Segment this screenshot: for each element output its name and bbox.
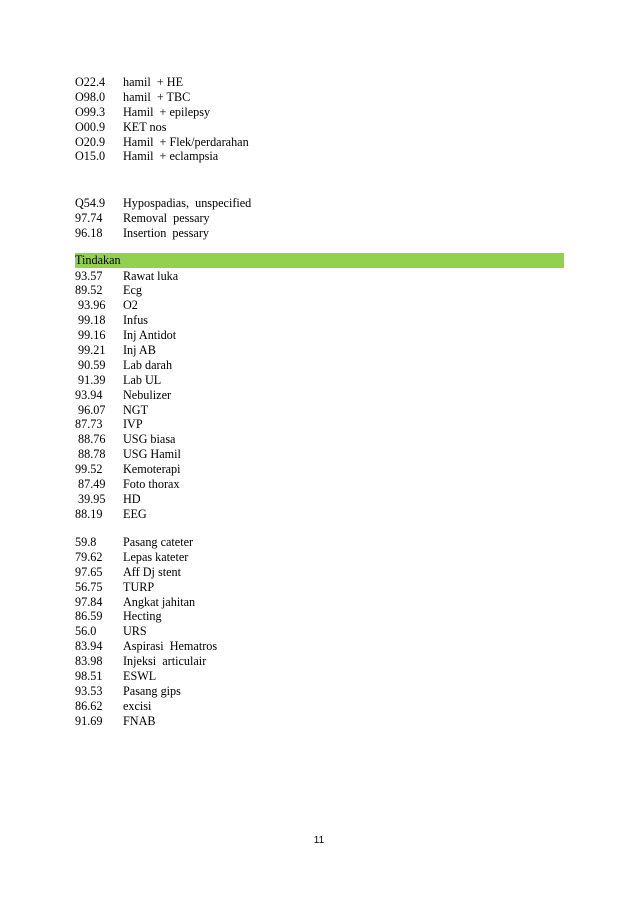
description-cell: O2: [123, 298, 138, 313]
table-row: [75, 75, 563, 90]
table-row: [75, 580, 563, 595]
description-cell: Removal pessary: [123, 210, 210, 225]
table-row: [75, 283, 563, 298]
table-row: [75, 669, 563, 684]
description-cell: Kemoterapi: [123, 462, 181, 477]
tindakan-header: [75, 253, 564, 268]
code-cell: 88.78: [75, 447, 106, 462]
code-cell: 93.53: [75, 683, 103, 698]
table-row: [75, 343, 563, 358]
code-cell: 89.52: [75, 283, 103, 298]
code-cell: 79.62: [75, 549, 103, 564]
code-cell: 87.49: [75, 476, 106, 491]
description-cell: Lepas kateter: [123, 549, 189, 564]
description-cell: URS: [123, 624, 147, 639]
table-row: [75, 298, 563, 313]
table-row: [75, 403, 563, 418]
table-row: [75, 714, 563, 729]
code-cell: 90.59: [75, 357, 106, 372]
code-cell: 59.8: [75, 535, 97, 549]
description-cell: Ecg: [123, 283, 142, 298]
page-number: 11: [313, 835, 325, 846]
table-row: [75, 196, 563, 211]
description-cell: Injeksi articulair: [123, 654, 207, 669]
code-cell: 56.0: [75, 624, 97, 639]
table-row: [75, 477, 563, 492]
table-row: [75, 388, 563, 403]
table-row: [75, 432, 563, 447]
code-cell: 91.39: [75, 372, 106, 387]
table-row: [75, 639, 563, 654]
table-row: [75, 105, 563, 120]
description-cell: Pasang cateter: [123, 535, 194, 549]
description-cell: Infus: [123, 313, 149, 328]
table-row: [75, 447, 563, 462]
description-cell: Nebulizer: [123, 387, 172, 402]
description-cell: TURP: [123, 579, 155, 594]
icd-misc-list: [75, 196, 563, 241]
code-cell: 83.98: [75, 654, 103, 669]
table-row: [75, 609, 563, 624]
code-cell: 97.84: [75, 594, 103, 609]
table-row: [75, 507, 563, 522]
code-cell: 91.69: [75, 713, 103, 728]
code-cell: O22.4: [75, 75, 106, 89]
code-cell: 96.18: [75, 225, 103, 240]
code-cell: 86.62: [75, 698, 103, 713]
code-cell: 99.21: [75, 342, 106, 357]
code-cell: 93.96: [75, 298, 106, 313]
description-cell: Aff Dj stent: [123, 564, 181, 579]
icd-pregnancy-list: [75, 75, 563, 164]
description-cell: Hamil + Flek/perdarahan: [123, 134, 249, 149]
code-cell: 39.95: [75, 491, 106, 506]
description-cell: HD: [123, 491, 141, 506]
code-cell: 96.07: [75, 402, 106, 417]
table-row: [75, 654, 563, 669]
code-cell: O98.0: [75, 89, 106, 104]
description-cell: Lab UL: [123, 372, 162, 387]
description-cell: ESWL: [123, 669, 157, 684]
code-cell: 83.94: [75, 639, 103, 654]
table-row: [75, 535, 563, 550]
description-cell: IVP: [123, 417, 143, 432]
table-row: [75, 313, 563, 328]
code-cell: 93.57: [75, 268, 103, 283]
table-row: [75, 373, 563, 388]
table-row: [75, 120, 563, 135]
code-cell: 87.73: [75, 417, 103, 432]
table-row: [75, 226, 563, 241]
description-cell: Angkat jahitan: [123, 594, 196, 609]
description-cell: hamil + HE: [123, 75, 184, 89]
code-cell: Q54.9: [75, 196, 106, 210]
description-cell: USG biasa: [123, 432, 176, 447]
description-cell: Inj Antidot: [123, 328, 177, 343]
description-cell: KET nos: [123, 119, 167, 134]
description-cell: USG Hamil: [123, 447, 181, 462]
table-row: [75, 269, 563, 284]
description-cell: hamil + TBC: [123, 89, 191, 104]
code-cell: 99.52: [75, 462, 103, 477]
description-cell: Hamil + eclampsia: [123, 149, 219, 164]
code-cell: 97.65: [75, 564, 103, 579]
code-cell: 86.59: [75, 609, 103, 624]
table-row: [75, 595, 563, 610]
code-cell: 56.75: [75, 579, 103, 594]
table-row: [75, 149, 563, 164]
table-row: [75, 328, 563, 343]
table-row: [75, 90, 563, 105]
table-row: [75, 492, 563, 507]
code-cell: 88.19: [75, 506, 103, 521]
code-cell: 97.74: [75, 210, 103, 225]
description-cell: excisi: [123, 698, 152, 713]
code-cell: 99.16: [75, 328, 106, 343]
description-cell: NGT: [123, 402, 149, 417]
table-row: [75, 417, 563, 432]
description-cell: Rawat luka: [123, 268, 179, 283]
table-row: [75, 211, 563, 226]
code-cell: O00.9: [75, 119, 106, 134]
tindakan-list: [75, 269, 563, 522]
description-cell: FNAB: [123, 713, 156, 728]
code-cell: 88.76: [75, 432, 106, 447]
code-cell: O99.3: [75, 104, 106, 119]
code-cell: 99.18: [75, 313, 106, 328]
description-cell: Foto thorax: [123, 476, 180, 491]
description-cell: Hypospadias, unspecified: [123, 196, 252, 210]
table-row: [75, 699, 563, 714]
description-cell: Insertion pessary: [123, 225, 209, 240]
description-cell: Pasang gips: [123, 683, 181, 698]
description-cell: Inj AB: [123, 342, 156, 357]
description-cell: EEG: [123, 506, 147, 521]
table-row: [75, 684, 563, 699]
code-cell: 98.51: [75, 669, 103, 684]
table-row: [75, 550, 563, 565]
description-cell: Lab darah: [123, 357, 173, 372]
tindakan-title: Tindakan: [75, 253, 121, 267]
code-cell: O15.0: [75, 149, 106, 164]
procedure-list: [75, 535, 563, 729]
code-cell: O20.9: [75, 134, 106, 149]
table-row: [75, 358, 563, 373]
description-cell: Hecting: [123, 609, 162, 624]
table-row: [75, 135, 563, 150]
table-row: [75, 462, 563, 477]
description-cell: Aspirasi Hematros: [123, 639, 218, 654]
description-cell: Hamil + epilepsy: [123, 104, 211, 119]
table-row: [75, 624, 563, 639]
table-row: [75, 565, 563, 580]
code-cell: 93.94: [75, 387, 103, 402]
